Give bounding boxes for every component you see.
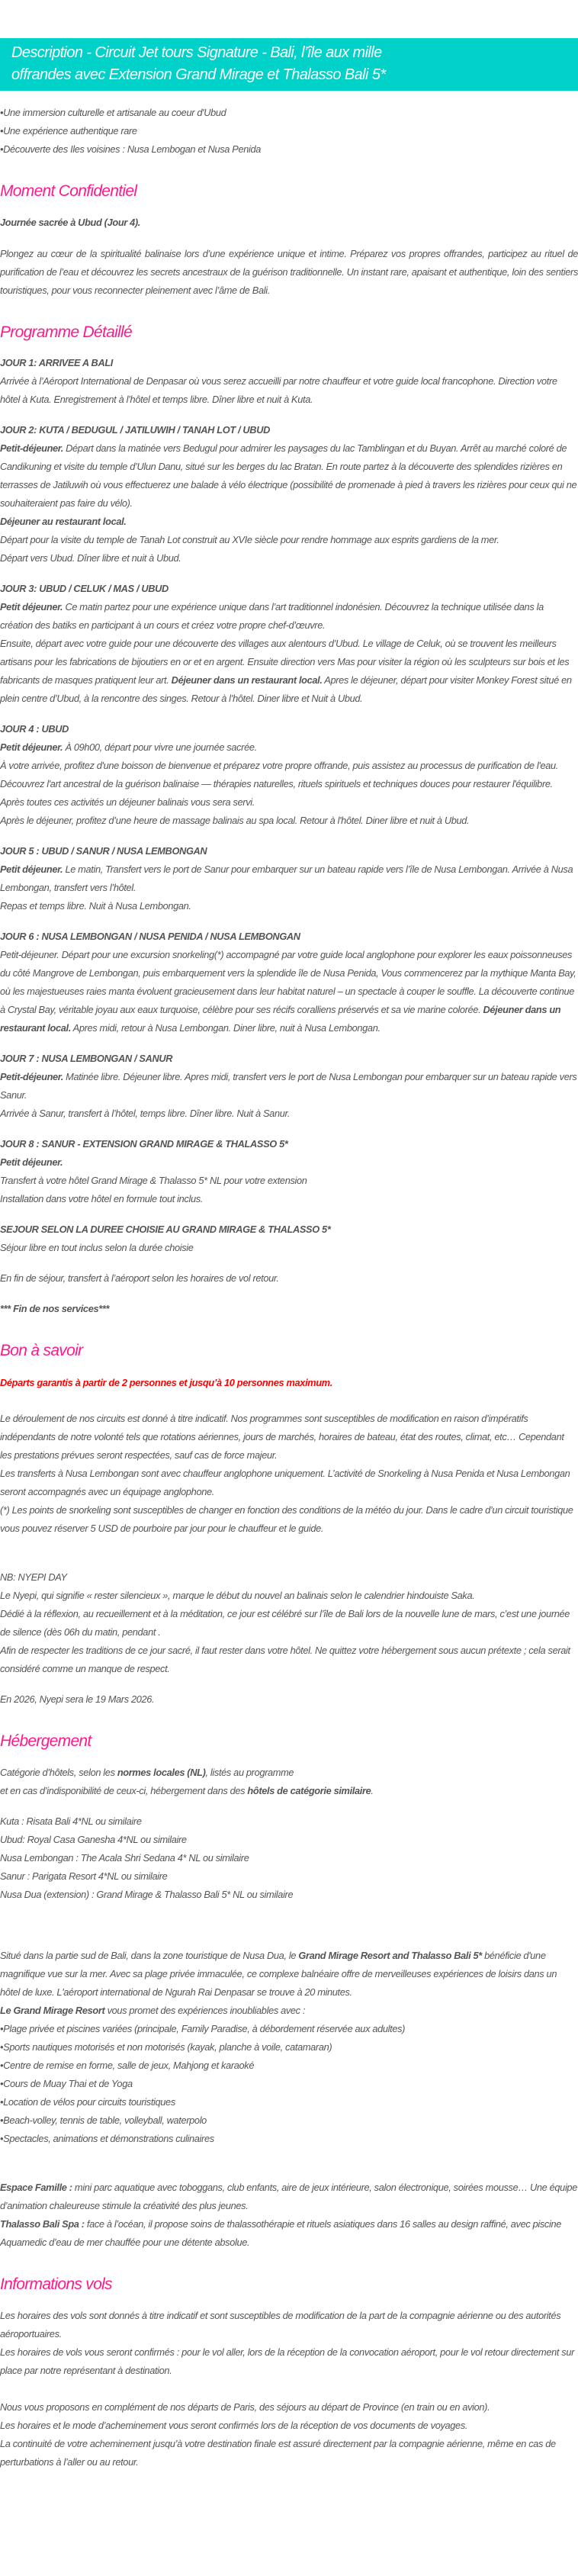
guarantee-notice: Départs garantis à partir de 2 personnes et jusqu’à 10 personnes maximum. — [0, 1377, 333, 1388]
day-block — [0, 928, 578, 1037]
good-to-know-section — [0, 1339, 578, 1709]
text-segment: hôtels de catégorie similaire — [247, 1785, 371, 1796]
day-text — [0, 1068, 578, 1105]
day-title: JOUR 5 : UBUD / SANUR / NUSA LEMBONGAN — [0, 845, 207, 857]
day-block — [0, 720, 578, 830]
section-heading: Bon à savoir — [0, 1342, 83, 1359]
resort-text — [0, 2002, 578, 2020]
feature-item: • Plage privée et piscines variées (principale, Family Paradise, à débordement réservée aux adultes) — [0, 2020, 578, 2038]
day-text — [0, 738, 578, 757]
text-segment: Déjeuner dans un restaurant local. — [0, 1004, 561, 1034]
text-segment: Petit déjeuner. — [0, 863, 63, 875]
day-text — [0, 1153, 578, 1172]
text-segment: Petit-déjeuner. — [0, 442, 63, 454]
day-title: JOUR 8 : SANUR - EXTENSION GRAND MIRAGE & THALASSO 5* — [0, 1138, 288, 1150]
end-transfer: En fin de séjour, transfert à l’aéroport selon les horaires de vol retour. — [0, 1272, 279, 1284]
flight-text: Nous vous proposons en complément de nos départs de Paris, des séjours au départ de Province (en train ou en avion). — [0, 2401, 490, 2413]
flight-text: Les horaires des vols sont donnés à titre indicatif et sont susceptibles de modification de la part de la compagnie aérienne ou des autorités aéroportuaires. — [0, 2310, 561, 2340]
text-segment: , listés au programme — [205, 1767, 294, 1778]
flight-text: La continuité de votre acheminement jusqu’à votre destination finale est assuré directement par la compagnie aérienne, même en cas de perturbations à l’aller ou au retour. — [0, 2438, 556, 2468]
day-text: Départ vers Ubud. Dîner libre et nuit à Ubud. — [0, 552, 181, 564]
page-title-banner — [0, 38, 578, 91]
text-segment: Déjeuner dans un restaurant local. — [171, 674, 323, 686]
section-heading: Informations vols — [0, 2275, 112, 2293]
hotel-item: Nusa Lembongan : The Acala Shri Sedana 4* NL ou similaire — [0, 1852, 249, 1864]
programme-section — [0, 321, 578, 1318]
feature-item: • Cours de Muay Thai et de Yoga — [0, 2075, 578, 2093]
family-text — [0, 2179, 578, 2215]
nyepi-title: NB: NYEPI DAY — [0, 1571, 67, 1583]
hotel-list — [0, 1812, 578, 1904]
day-title: SEJOUR SELON LA DUREE CHOISIE AU GRAND MIRAGE & THALASSO 5* — [0, 1224, 331, 1235]
end-services: *** Fin de nos services*** — [0, 1303, 110, 1314]
day-block — [0, 1135, 578, 1208]
text-segment: Situé dans la partie sud de Bali, dans la zone touristique de Nusa Dua, le — [0, 1950, 299, 1961]
text-segment: Le Grand Mirage Resort — [0, 2005, 105, 2016]
day-text — [0, 635, 578, 708]
day-text: Départ pour la visite du temple de Tanah Lot construit au XVIe siècle pour rendre hommage aux esprits gardiens de la mer. — [0, 534, 499, 545]
text-segment: Thalasso Bali Spa : — [0, 2218, 85, 2230]
text-segment: À 09h00, départ pour vivre une journée sacrée. — [63, 741, 257, 753]
day-block — [0, 580, 578, 708]
day-text — [0, 598, 578, 635]
moment-section — [0, 180, 578, 300]
info-text: Le déroulement de nos circuits est donné à titre indicatif. Nos programmes sont susceptibles de modification en raison d’impératifs indépendants de notre volonté tels que rotations aériennes, jours de marchés, horaires de bateau, état des routes, climat, etc… Cependant les prestations prévues seront respectées, sauf cas de force majeur. — [0, 1413, 564, 1461]
text-segment: Déjeuner au restaurant local. — [0, 516, 127, 527]
text-segment: Grand Mirage Resort and Thalasso Bali 5* — [298, 1950, 482, 1961]
list-item: • Une expérience authentique rare — [0, 122, 578, 140]
feature-item: • Beach-volley, tennis de table, volleyball, waterpolo — [0, 2111, 578, 2130]
day-title: JOUR 7 : NUSA LEMBONGAN / SANUR — [0, 1053, 173, 1064]
page-title-line: Description - Circuit Jet tours Signature - Bali, l’île aux mille — [11, 44, 382, 61]
info-text: Afin de respecter les traditions de ce jour sacré, il faut rester dans votre hôtel. Ne quittez votre hébergement sous aucun prétexte ; cela serait considéré comme un manque de respect. — [0, 1645, 570, 1674]
hotel-item: Sanur : Parigata Resort 4*NL ou similaire — [0, 1870, 168, 1882]
day-text: Transfert à votre hôtel Grand Mirage & Thalasso 5* NL pour votre extension — [0, 1175, 307, 1186]
flight-text: Les horaires et le mode d’acheminement vous seront confirmés lors de la réception de vos documents de voyages. — [0, 2420, 468, 2431]
text-segment: Petit déjeuner. — [0, 741, 63, 753]
text-segment: Départ dans la matinée vers Bedugul pour admirer les paysages du lac Tamblingan et du Buyan. Arrêt au marché coloré de Candikuning et visite du temple d’Ulun Danu, situé sur les berges du lac Bratan. En route partez à la découverte des splendides rizières en terrasses de Jatiluwih où vous effectuerez une balade à vélo électrique (possibilité de promenade à pied à travers les rizières pour ceux qui ne souhaiteraient pas faire du vélo). — [0, 442, 577, 509]
category-text — [0, 1764, 578, 1782]
section-heading: Moment Confidentiel — [0, 182, 137, 200]
day-title: JOUR 3: UBUD / CELUK / MAS / UBUD — [0, 583, 169, 594]
feature-item: • Spectacles, animations et démonstrations culinaires — [0, 2130, 578, 2148]
day-text: Arrivée à Sanur, transfert à l’hôtel, temps libre. Dîner libre. Nuit à Sanur. — [0, 1108, 291, 1119]
day-title: JOUR 4 : UBUD — [0, 723, 69, 735]
day-title: JOUR 6 : NUSA LEMBONGAN / NUSA PENIDA / NUSA LEMBONGAN — [0, 931, 300, 942]
section-heading: Programme Détaillé — [0, 323, 132, 341]
day-text: Installation dans votre hôtel en formule tout inclus. — [0, 1193, 203, 1204]
moment-subtitle: Journée sacrée à Ubud (Jour 4). — [0, 217, 141, 228]
day-text — [0, 439, 578, 513]
day-title: JOUR 1: ARRIVEE A BALI — [0, 357, 114, 368]
hotel-item: Ubud: Royal Casa Ganesha 4*NL ou similaire — [0, 1834, 187, 1845]
text-segment: Petit-déjeuner. Départ pour une excursion snorkeling(*) accompagné par votre guide local anglophone pour explorer les eaux poissonneuses du côté Mangrove de Lembongan, puis embarquement vers la splendide île de Nusa Penida, Vous commencerez par la mythique Manta Bay, où les majestueuses raies manta évoluent gracieusement dans leur habitat naturel – un spectacle à couper le souffle. La découverte continue à Crystal Bay, véritable joyau aux eaux turquoise, célèbre pour ses récifs coralliens préservés et sa vie marine colorée. — [0, 949, 576, 1015]
day-text: À votre arrivée, profitez d'une boisson de bienvenue et préparez votre propre offrande, puis assistez au processus de purification de l'eau. Découvrez l'art ancestral de la guérison balinaise — thérapies naturelles, rituels spirituels et techniques douces pour restaurer l'équilibre. Après toutes ces activités un déjeuner balinais vous sera servi. — [0, 760, 558, 808]
feature-item: • Location de vélos pour circuits touristiques — [0, 2093, 578, 2111]
flights-section — [0, 2273, 578, 2471]
text-segment: . — [371, 1785, 374, 1796]
resort-extra — [0, 2179, 578, 2252]
text-segment: Petit-déjeuner. — [0, 1071, 63, 1082]
flight-text: Les horaires de vols vous seront confirmés : pour le vol aller, lors de la réception de la convocation aéroport, pour le vol retour directement sur place par notre représentant à destination. — [0, 2346, 575, 2376]
text-segment: face à l’océan, il propose soins de thalassothérapie et rituels asiatiques dans 16 salles au design raffiné, avec piscine Aquamedic d’eau de mer chauffée pour une détente absolue. — [0, 2218, 561, 2248]
moment-text: Plongez au cœur de la spiritualité balinaise lors d’une expérience unique et intime. Préparez vos propres offrandes, participez au rituel de purification de l’eau et découvrez les secrets ancestraux de la guérison traditionnelle. Un instant rare, apaisant et authentique, loin des sentiers touristiques, pour vous reconnecter pleinement avec l’âme de Bali. — [0, 248, 578, 296]
day-block — [0, 1050, 578, 1123]
text-segment: normes locales (NL) — [117, 1767, 206, 1778]
day-text — [0, 946, 578, 1037]
page-title-line: offrandes avec Extension Grand Mirage et Thalasso Bali 5* — [11, 66, 386, 83]
feature-item: • Sports nautiques motorisés et non motorisés (kayak, planche à voile, catamaran) — [0, 2038, 578, 2057]
info-text: (*) Les points de snorkeling sont susceptibles de changer en fonction des conditions de la météo du jour. Dans le cadre d’un circuit touristique vous pouvez réserver 5 USD de pourboire par jour pour le chauffeur et le guide. — [0, 1504, 573, 1534]
nyepi-date: En 2026, Nyepi sera le 19 Mars 2026. — [0, 1693, 155, 1705]
category-text — [0, 1782, 578, 1800]
hotel-item: Nusa Dua (extension) : Grand Mirage & Thalasso Bali 5* NL ou similaire — [0, 1889, 294, 1900]
day-block — [0, 842, 578, 915]
feature-item: • Centre de remise en forme, salle de jeux, Mahjong et karaoké — [0, 2057, 578, 2075]
info-text: Dédié à la réflexion, au recueillement et à la méditation, ce jour est célébré sur l’île de Bali lors de la nouvelle lune de mars, c’est une journée de silence (dès 06h du matin, pendant . — [0, 1608, 570, 1638]
text-segment: bénéficie d'une magnifique vue sur la mer. Avec sa plage privée immaculée, ce complexe balnéaire offre de merveilleuses expériences de loisirs dans un hôtel de luxe. L'aéroport international de Ngurah Rai Denpasar se trouve à 20 minutes. — [0, 1950, 557, 1998]
text-segment: et en cas d’indisponibilité de ceux-ci, hébergement dans des — [0, 1785, 248, 1796]
list-item: • Découverte des Iles voisines : Nusa Lembogan et Nusa Penida — [0, 140, 578, 159]
hotel-item: Kuta : Risata Bali 4*NL ou similaire — [0, 1815, 142, 1827]
highlights-list — [0, 104, 578, 159]
resort-block — [0, 1947, 578, 2148]
text-segment: Apres midi, retour à Nusa Lembongan. Diner libre, nuit à Nusa Lembongan. — [70, 1022, 381, 1034]
text-segment: Apres le déjeuner, départ pour visiter Monkey Forest situé en plein centre d’Ubud, à la rencontre des singes. Retour à l’hôtel. Diner libre et Nuit à Ubud. — [0, 674, 572, 704]
text-segment: Espace Famille : — [0, 2182, 72, 2193]
resort-text — [0, 1947, 578, 2002]
section-heading: Hébergement — [0, 1732, 92, 1750]
text-segment: Ensuite, départ avec votre guide pour une découverte des villages aux alentours d’Ubud. Le village de Celuk, où se trouvent les meilleurs artisans pour les fabrications de bijoutiers en or et en argent. Ensuite direction vers Mas pour visiter la région où les sculpteurs sur bois et les fabricants de masques pratiquent leur art. — [0, 638, 570, 686]
day-text: Arrivée à l’Aéroport International de Denpasar où vous serez accueilli par notre chauffeur et votre guide local francophone. Direction votre hôtel à Kuta. Enregistrement à l’hôtel et temps libre. Dîner libre et nuit à Kuta. — [0, 375, 557, 405]
spa-text — [0, 2215, 578, 2252]
day-text — [0, 513, 578, 531]
info-text: Les transferts à Nusa Lembongan sont avec chauffeur anglophone uniquement. L’activité de Snorkeling à Nusa Penida et Nusa Lembongan seront accompagnés avec un équipage anglophone. — [0, 1468, 570, 1497]
day-text: Repas et temps libre. Nuit à Nusa Lembongan. — [0, 900, 191, 912]
list-item: • Une immersion culturelle et artisanale au coeur d'Ubud — [0, 104, 578, 122]
stay-block — [0, 1220, 578, 1257]
text-segment: mini parc aquatique avec toboggans, club enfants, aire de jeux intérieure, salon électronique, soirées mousse… Une équipe d’animation chaleureuse stimule la créativité des plus jeunes. — [0, 2182, 577, 2211]
text-segment: vous promet des expériences inoubliables avec : — [104, 2005, 306, 2016]
day-text: Séjour libre en tout inclus selon la durée choisie — [0, 1242, 194, 1253]
text-segment: Matinée libre. Déjeuner libre. Apres midi, transfert vers le port de Nusa Lembongan pour embarquer sur un bateau rapide vers Sanur. — [0, 1071, 577, 1101]
nyepi-block — [0, 1568, 578, 1709]
info-text: Le Nyepi, qui signifie « rester silencieux », marque le début du nouvel an balinais selon le calendrier hindouiste Saka. — [0, 1590, 475, 1601]
accommodation-section — [0, 1730, 578, 2252]
day-block — [0, 354, 578, 409]
day-text: Après le déjeuner, profitez d’une heure de massage balinais au spa local. Retour à l'hôtel. Diner libre et nuit à Ubud. — [0, 815, 470, 826]
text-segment: Petit déjeuner. — [0, 601, 63, 613]
text-segment: Petit déjeuner. — [0, 1156, 63, 1168]
day-title: JOUR 2: KUTA / BEDUGUL / JATILUWIH / TANAH LOT / UBUD — [0, 424, 270, 436]
day-text — [0, 860, 578, 897]
day-block — [0, 421, 578, 568]
text-segment: Catégorie d’hôtels, selon les — [0, 1767, 117, 1778]
flight-province — [0, 2398, 578, 2471]
text-segment: Ce matin partez pour une expérience unique dans l’art traditionnel indonésien. Découvrez la technique utilisée dans la création des batiks en participant à un cours et créez votre propre chef-d’œuvre. — [0, 601, 544, 631]
text-segment: Le matin, Transfert vers le port de Sanur pour embarquer sur un bateau rapide vers l’île de Nusa Lembongan. Arrivée à Nusa Lembongan, transfert vers l’hôtel. — [0, 863, 573, 893]
